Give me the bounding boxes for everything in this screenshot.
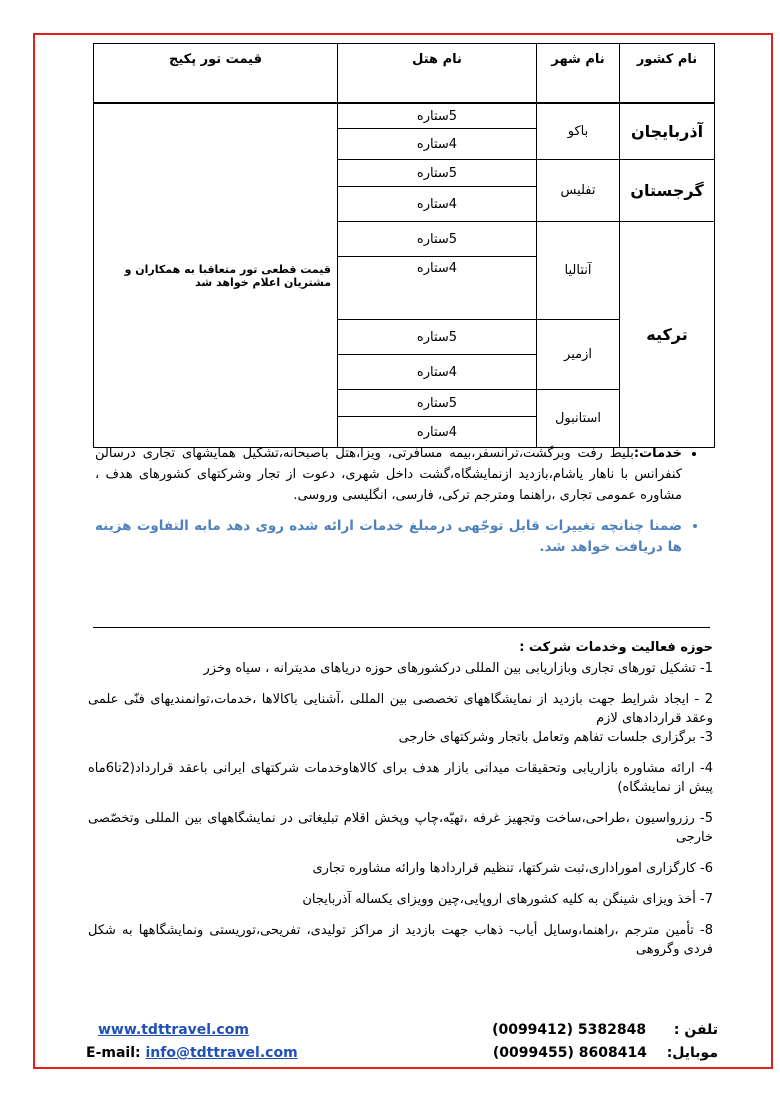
city-izmir: ازمیر <box>537 320 620 390</box>
header-hotel: نام هتل <box>338 44 537 103</box>
services-text: بلیط رفت وبرگشت،ترانسفر،بیمه مسافرتی، ویزا،هتل باصبحانه،تشکیل همایشهای تجاری درسالن کنفرانس با ناهار یاشام،بازدید ازنمایشگاه،گشت داخل شهری، دعوت از تجار وشرکتهای کشورهای هدف ، مشاوره عمومی تجاری ،راهنما ومترجم ترکی، فارسی، انگلیسی وروسی. <box>95 446 682 503</box>
divider <box>93 627 710 628</box>
mobile-label: موبایل: <box>666 1045 718 1061</box>
email-link[interactable]: info@tdttravel.com <box>145 1045 298 1061</box>
activities-heading: حوزه فعالیت وخدمات شرکت : <box>519 640 713 655</box>
email-line <box>86 1045 298 1061</box>
email-label: E-mail: <box>86 1045 141 1061</box>
activity-item: 7- أخذ ویزای شینگن به کلیه کشورهای اروپایی،چین وویزای یکساله آذربایجان <box>302 892 713 907</box>
hotel-rating: 4ستاره <box>338 257 537 320</box>
tour-price-table <box>93 43 715 448</box>
activity-item: 1- تشکیل تورهای تجاری وبازاریابی بین المللی درکشورهای حوزه دریاهای مدیترانه ، سیاه وخزر <box>203 661 713 676</box>
hotel-rating: 4ستاره <box>338 417 537 448</box>
table-row <box>94 104 715 129</box>
phone-number: (0099412) 5382848 <box>492 1022 647 1038</box>
price-change-note: • ضمنا چنانچه تغییرات قابل توجّهی درمبلغ خدمات ارائه شده روی دهد مابه التفاوت هزینه ها دریافت خواهد شد. <box>95 516 682 558</box>
header-price: قیمت تور پکیج <box>94 44 338 103</box>
table-header-row <box>94 44 715 103</box>
hotel-rating: 5ستاره <box>338 104 537 129</box>
activity-item: 2 - ایجاد شرایط جهت بازدید از نمایشگاههای تخصصی بین المللی ،آشنایی باکالاها ،خدمات،توانمندیهای فنّی علمی وعقد قراردادهای لازم <box>88 692 713 726</box>
hotel-rating: 5ستاره <box>338 160 537 187</box>
contact-footer <box>88 1022 718 1068</box>
mobile-line <box>493 1045 718 1061</box>
phone-label: تلفن : <box>673 1022 718 1038</box>
services-section <box>95 443 710 568</box>
mobile-number: (0099455) 8608414 <box>492 1045 647 1061</box>
activities-section <box>88 638 713 971</box>
city-baku: باکو <box>537 104 620 160</box>
services-label: خدمات: <box>633 446 682 461</box>
phone-line <box>492 1022 718 1038</box>
hotel-rating: 5ستاره <box>338 320 537 355</box>
hotel-rating: 4ستاره <box>338 355 537 390</box>
activity-item: 3- برگزاری جلسات تفاهم وتعامل باتجار وشرکتهای خارجی <box>398 730 713 745</box>
website-link[interactable]: www.tdttravel.com <box>98 1022 249 1038</box>
city-tbilisi: تفلیس <box>537 160 620 222</box>
hotel-rating: 4ستاره <box>338 129 537 160</box>
hotel-rating: 5ستاره <box>338 390 537 417</box>
country-georgia: گرجستان <box>620 160 715 222</box>
services-item <box>95 443 682 506</box>
price-note: قیمت قطعی تور متعاقبا به همکاران و مشتریان اعلام خواهد شد <box>94 104 338 448</box>
country-azerbaijan: آذربایجان <box>620 104 715 160</box>
hotel-rating: 5ستاره <box>338 222 537 257</box>
country-turkey: ترکیه <box>620 222 715 448</box>
city-antalya: آنتالیا <box>537 222 620 320</box>
activity-item: 5- رزرواسیون ،طراحی،ساخت وتجهیز غرفه ،تهیّه،چاپ وپخش اقلام تبلیغاتی در نمایشگاههای بین المللی وتخصّصی خارجی <box>88 811 713 845</box>
hotel-rating: 4ستاره <box>338 187 537 222</box>
header-city: نام شهر <box>537 44 620 103</box>
activity-item: 8- تأمین مترجم ،راهنما،وسایل أیاب- ذهاب جهت بازدید از مراکز تولیدی، تفریحی،توریستی ونمایشگاهها به شکل فردی وگروهی <box>88 923 713 957</box>
city-istanbul: استانبول <box>537 390 620 448</box>
header-country: نام کشور <box>620 44 715 103</box>
activity-item: 4- ارائه مشاوره بازاریابی وتحقیقات میدانی بازار هدف برای کالاهاوخدمات شرکتهای ایرانی باعقد قرارداد(2تا6ماه پیش از نمایشگاه) <box>88 761 713 795</box>
activity-item: 6- کارگزاری اموراداری،ثبت شرکتها، تنظیم قراردادها وارائه مشاوره تجاری <box>312 861 713 876</box>
